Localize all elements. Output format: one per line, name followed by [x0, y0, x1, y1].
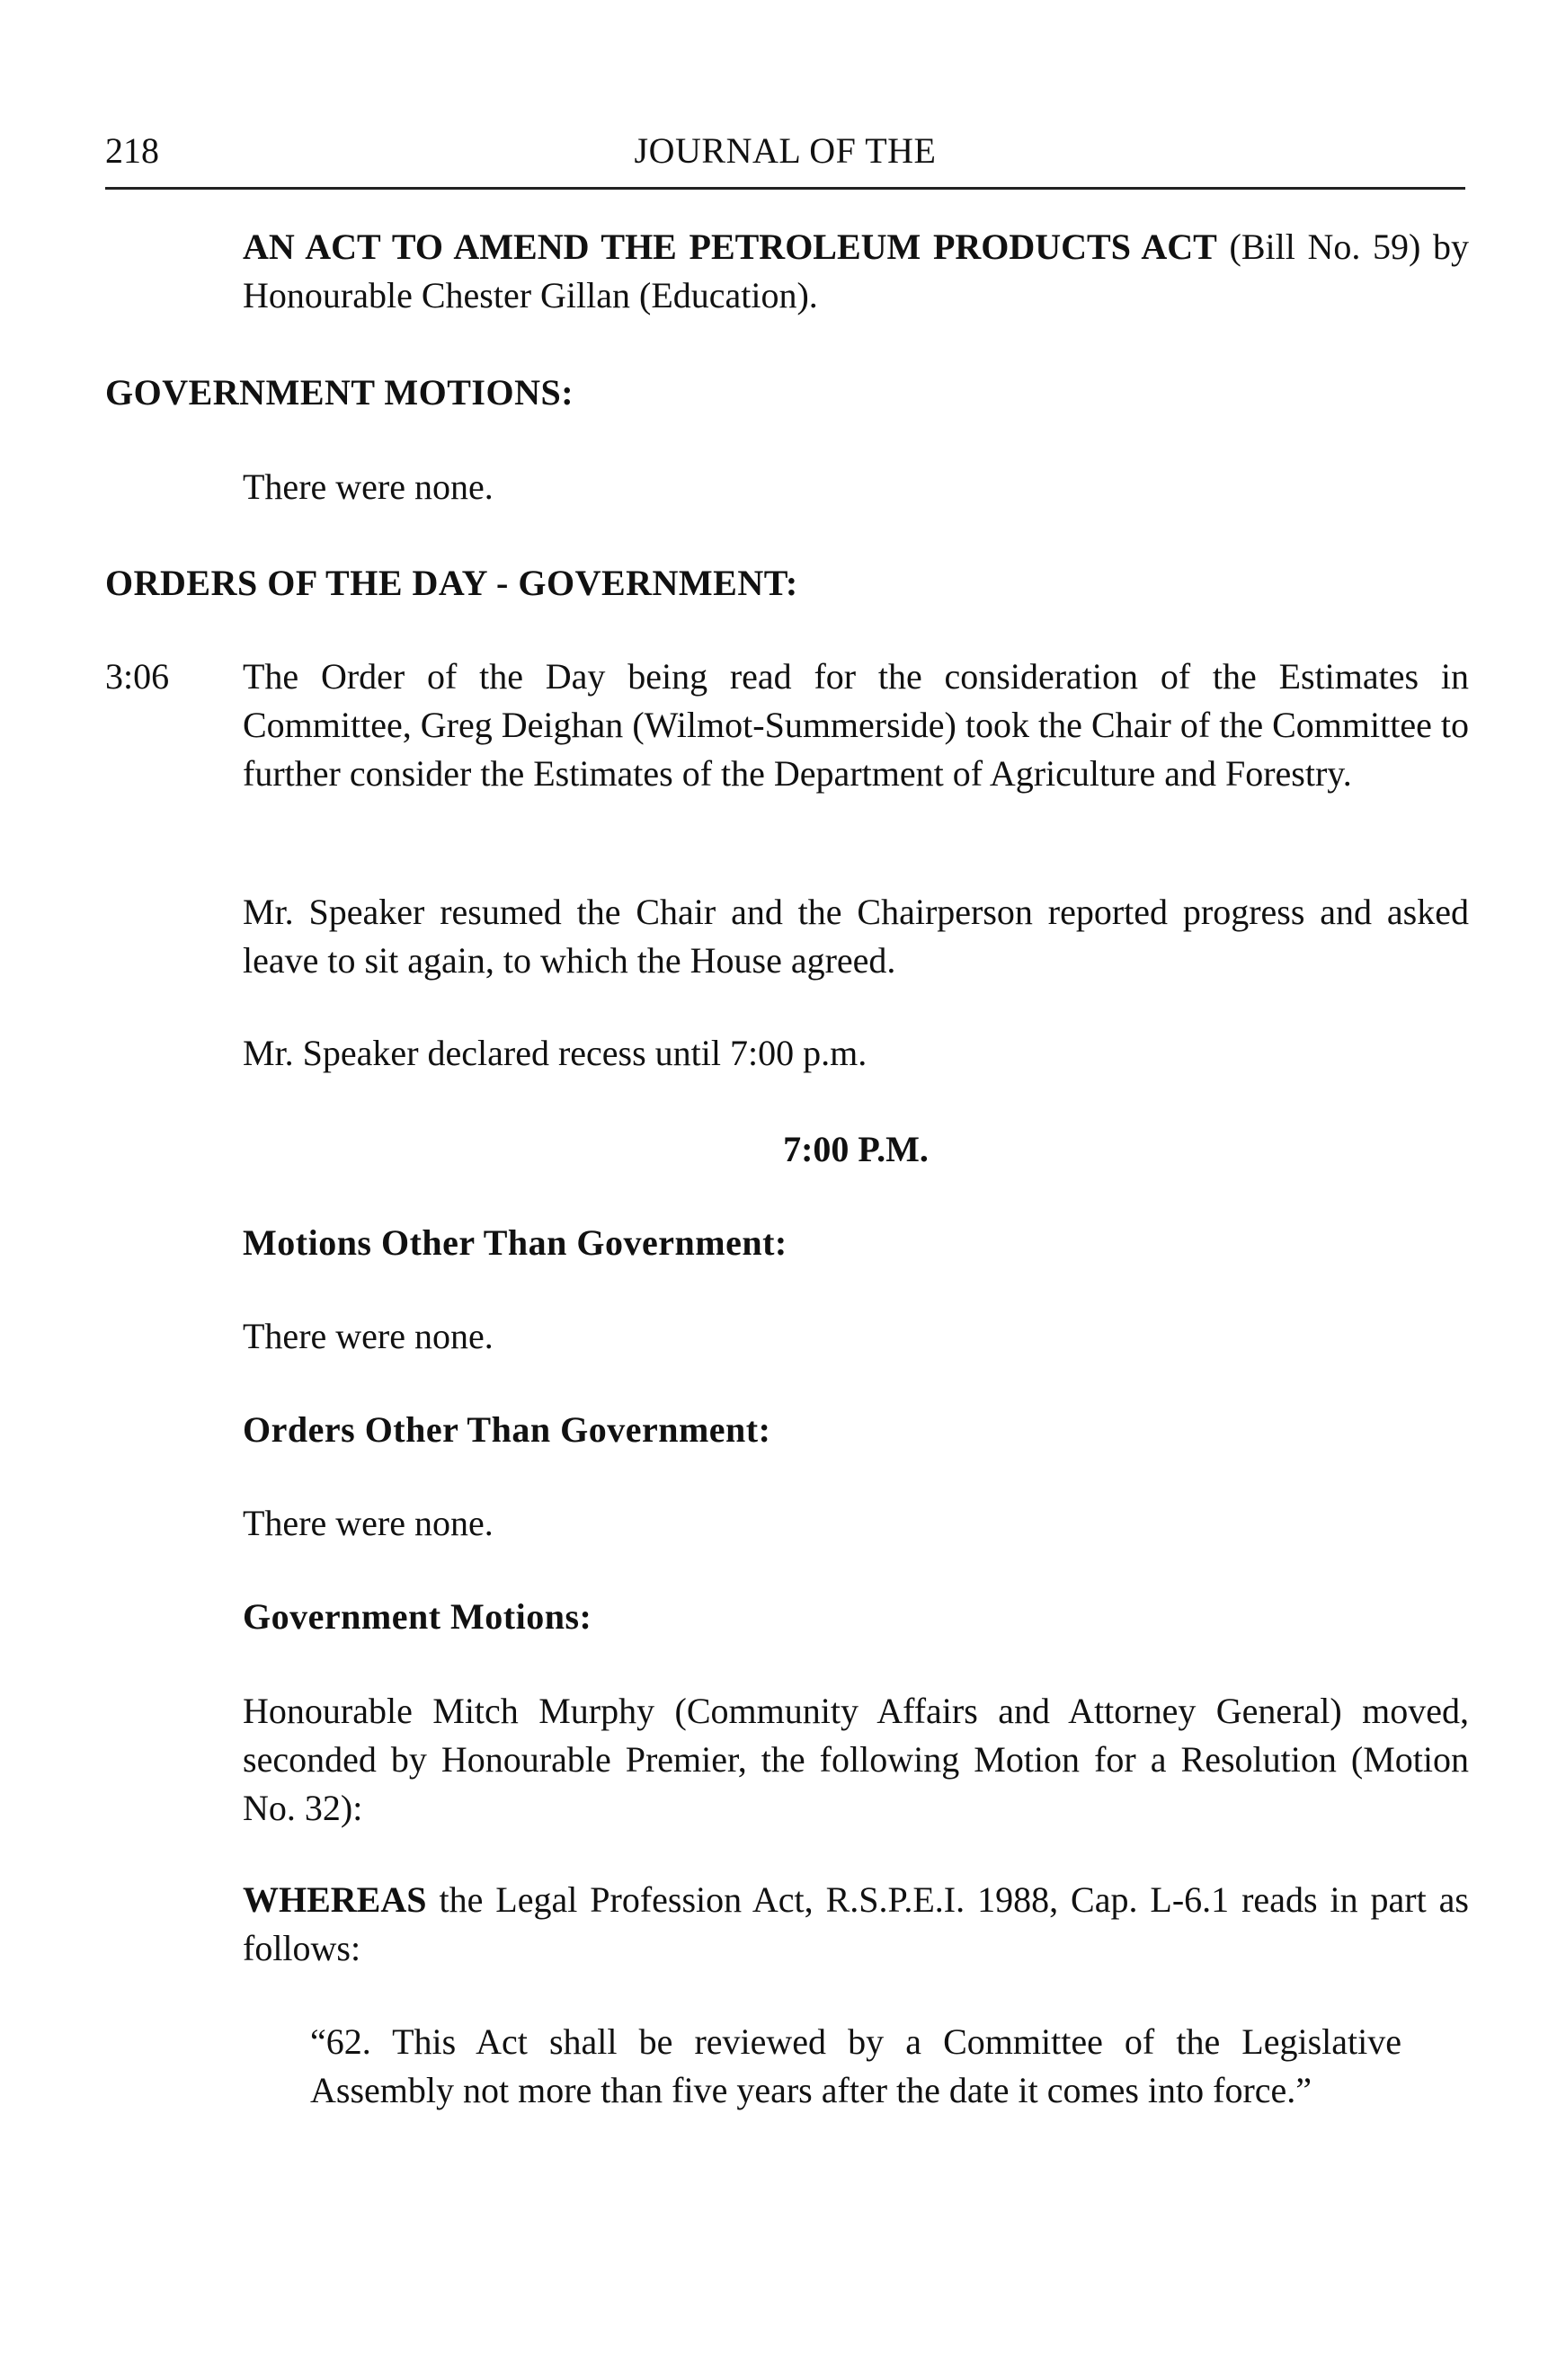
bill-entry: [243, 223, 1469, 320]
page-number: 218: [105, 130, 159, 171]
government-motions-heading: GOVERNMENT MOTIONS:: [105, 372, 574, 413]
orders-paragraph-1: The Order of the Day being read for the consideration of the Estimates in Committee, Greg Deighan (Wilmot-Summerside) took the Chair of the Committee to further consider the Estimates of the Department of Agriculture and Forestry.: [243, 656, 1469, 794]
whereas-keyword: WHEREAS: [243, 1879, 427, 1920]
motions-other-heading: Motions Other Than Government:: [243, 1222, 787, 1263]
orders-paragraph-2: Mr. Speaker resumed the Chair and the Chairperson reported progress and asked leave to sit again, to which the House agreed.: [243, 892, 1469, 981]
whereas-text: the Legal Profession Act, R.S.P.E.I. 1988, Cap. L-6.1 reads in part as follows:: [243, 1879, 1469, 1968]
government-motions-text: There were none.: [243, 466, 494, 507]
orders-other-text: There were none.: [243, 1503, 494, 1543]
orders-time: 3:06: [105, 656, 170, 697]
motion-intro: Honourable Mitch Murphy (Community Affairs and Attorney General) moved, seconded by Honourable Premier, the following Motion for a Resolution (Motion No. 32):: [243, 1691, 1469, 1828]
page-header: [105, 126, 1465, 190]
motions-other-text: There were none.: [243, 1316, 494, 1356]
orders-of-the-day-heading: ORDERS OF THE DAY - GOVERNMENT:: [105, 563, 798, 603]
whereas-clause: [243, 1876, 1469, 1973]
evening-time-heading: 7:00 P.M.: [783, 1129, 929, 1169]
orders-paragraph-3: Mr. Speaker declared recess until 7:00 p.m.: [243, 1033, 867, 1073]
quoted-section: “62. This Act shall be reviewed by a Committee of the Legislative Assembly not more than five years after the date it comes into force.”: [310, 2021, 1401, 2110]
running-head: JOURNAL OF THE: [634, 130, 937, 171]
bill-details: (Bill No. 59) by Honourable Chester Gillan (Education).: [243, 226, 1470, 315]
government-motions-subheading: Government Motions:: [243, 1596, 592, 1637]
bill-title: AN ACT TO AMEND THE PETROLEUM PRODUCTS ACT: [243, 226, 1217, 267]
orders-other-heading: Orders Other Than Government:: [243, 1409, 771, 1450]
